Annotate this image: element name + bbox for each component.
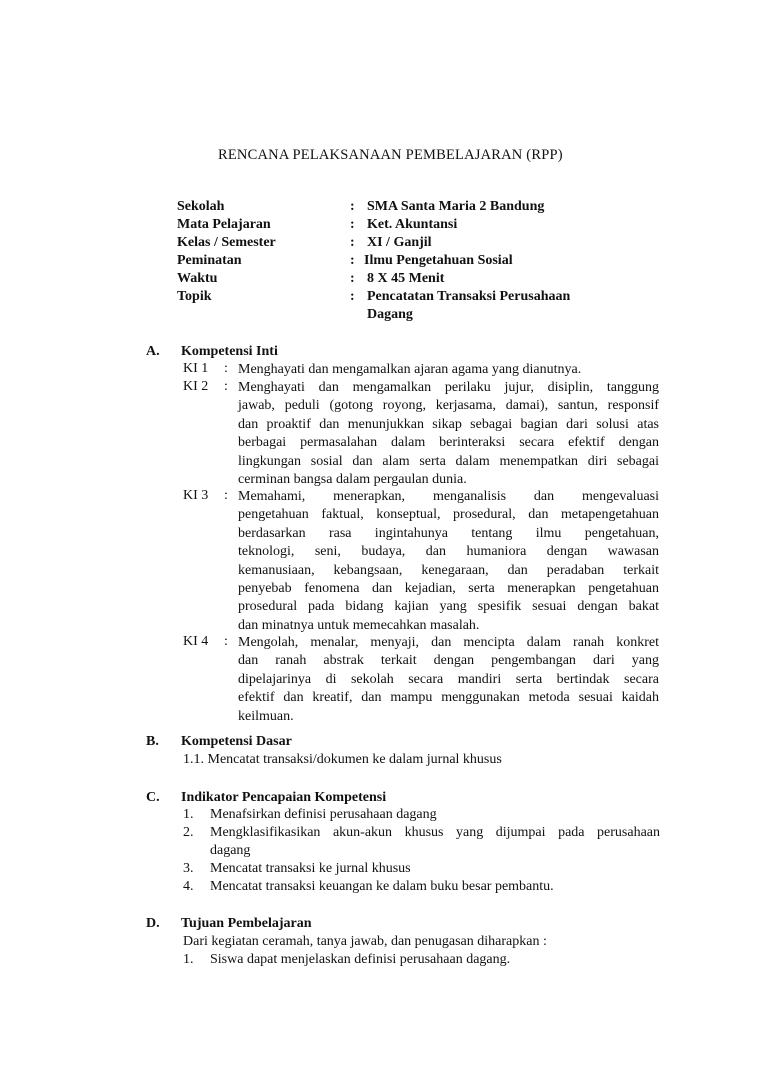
ki-line: teknologi, seni, budaya, dan humaniora dengan wawasan: [238, 544, 659, 560]
ki-line: cerminan bangsa dalam pergaulan dunia.: [238, 471, 467, 487]
list-item: Siswa dapat menjelaskan definisi perusahaan dagang.: [210, 952, 511, 967]
section-title: Tujuan Pembelajaran: [181, 916, 312, 931]
section-letter: D.: [146, 916, 160, 931]
ki-text: [238, 361, 659, 379]
info-colon: :: [350, 271, 355, 286]
ki-label: KI 2: [183, 379, 209, 394]
ki-line: jawab, peduli (gotong royong, kerjasama, damai), santun, responsif: [238, 398, 659, 414]
section-intro: Dari kegiatan ceramah, tanya jawab, dan penugasan diharapkan :: [183, 934, 547, 949]
ki-colon: :: [224, 634, 228, 649]
list-item: Menafsirkan definisi perusahaan dagang: [210, 807, 437, 822]
section-letter: A.: [146, 344, 160, 359]
ki-text: [238, 379, 659, 489]
list-number: 1.: [183, 807, 194, 822]
list-number: 4.: [183, 879, 194, 894]
ki-line: Menghayati dan mengamalkan perilaku jujur, disiplin, tanggung: [238, 380, 659, 395]
info-colon: :: [350, 253, 355, 268]
ki-line: dipelajarinya di sekolah secara mandiri serta bertindak secara: [238, 671, 659, 687]
ki-line: Menghayati dan mengamalkan ajaran agama yang dianutnya.: [238, 362, 582, 377]
info-value-waktu: 8 X 45 Menit: [367, 271, 445, 286]
section-title: Kompetensi Inti: [181, 344, 278, 359]
ki-line: Mengolah, menalar, menyaji, dan mencipta dalam ranah konkret: [238, 635, 659, 650]
info-value-topik-cont: Dagang: [367, 307, 413, 322]
info-value-mata-pelajaran: Ket. Akuntansi: [367, 217, 458, 232]
ki-text: [238, 634, 659, 726]
ki-line: dan proaktif dan menunjukkan sikap sebagai bagian dari solusi atas: [238, 416, 659, 432]
section-title: Indikator Pencapaian Kompetensi: [181, 790, 387, 805]
ki-line: efektif dan kreatif, dan mampu menggunakan metoda sesuai kaidah: [238, 690, 659, 706]
ki-text: [238, 488, 659, 635]
section-title: Kompetensi Dasar: [181, 734, 292, 749]
info-value-kelas: XI / Ganjil: [367, 235, 432, 250]
ki-line: berbagai permasalahan dalam berinteraksi secara efektif dengan: [238, 435, 659, 451]
ki-label: KI 1: [183, 361, 209, 376]
ki-line: dan minatnya untuk memecahkan masalah.: [238, 617, 480, 633]
info-colon: :: [350, 199, 355, 214]
section-text: 1.1. Mencatat transaksi/dokumen ke dalam jurnal khusus: [183, 752, 502, 767]
info-label-topik: Topik: [177, 289, 212, 304]
section-letter: C.: [146, 790, 160, 805]
info-value-topik: Pencatatan Transaksi Perusahaan: [367, 289, 571, 304]
info-colon: :: [350, 289, 355, 304]
list-number: 1.: [183, 952, 194, 967]
list-item: Mengklasifikasikan akun-akun khusus yang dijumpai pada perusahaan: [210, 825, 660, 840]
info-colon: :: [350, 217, 355, 232]
list-number: 3.: [183, 861, 194, 876]
list-item: Mencatat transaksi ke jurnal khusus: [210, 861, 411, 876]
page-title: RENCANA PELAKSANAAN PEMBELAJARAN (RPP): [218, 147, 563, 163]
ki-line: Memahami, menerapkan, menganalisis dan mengevaluasi: [238, 489, 659, 504]
info-label-waktu: Waktu: [177, 271, 218, 286]
section-letter: B.: [146, 734, 159, 749]
info-colon: :: [350, 235, 355, 250]
ki-label: KI 3: [183, 488, 209, 503]
list-item-cont: dagang: [210, 843, 251, 858]
ki-line: prosedural pada bidang kajian yang spesifik sesuai dengan bakat: [238, 599, 659, 615]
ki-label: KI 4: [183, 634, 209, 649]
ki-line: penyebab fenomena dan kejadian, serta menerapkan pengetahuan: [238, 580, 659, 596]
ki-line: keilmuan.: [238, 708, 294, 724]
ki-colon: :: [224, 488, 228, 503]
ki-line: pengetahuan faktual, konseptual, prosedural, dan metapengetahuan: [238, 507, 659, 523]
list-number: 2.: [183, 825, 194, 840]
ki-colon: :: [224, 361, 228, 376]
info-value-sekolah: SMA Santa Maria 2 Bandung: [367, 199, 545, 214]
ki-line: berdasarkan rasa ingintahunya tentang ilmu pengetahuan,: [238, 525, 659, 541]
info-label-kelas: Kelas / Semester: [177, 235, 276, 250]
ki-line: kemanusiaan, kebangsaan, kenegaraan, dan peradaban terkait: [238, 562, 659, 578]
info-label-sekolah: Sekolah: [177, 199, 225, 214]
info-label-mata-pelajaran: Mata Pelajaran: [177, 217, 271, 232]
ki-colon: :: [224, 379, 228, 394]
list-item: Mencatat transaksi keuangan ke dalam buku besar pembantu.: [210, 879, 554, 894]
info-value-peminatan: Ilmu Pengetahuan Sosial: [364, 253, 513, 268]
ki-line: lingkungan sosial dan alam serta dalam menempatkan diri sebagai: [238, 453, 659, 469]
ki-line: dan ranah abstrak terkait dengan pengembangan dari yang: [238, 653, 659, 669]
info-label-peminatan: Peminatan: [177, 253, 242, 268]
